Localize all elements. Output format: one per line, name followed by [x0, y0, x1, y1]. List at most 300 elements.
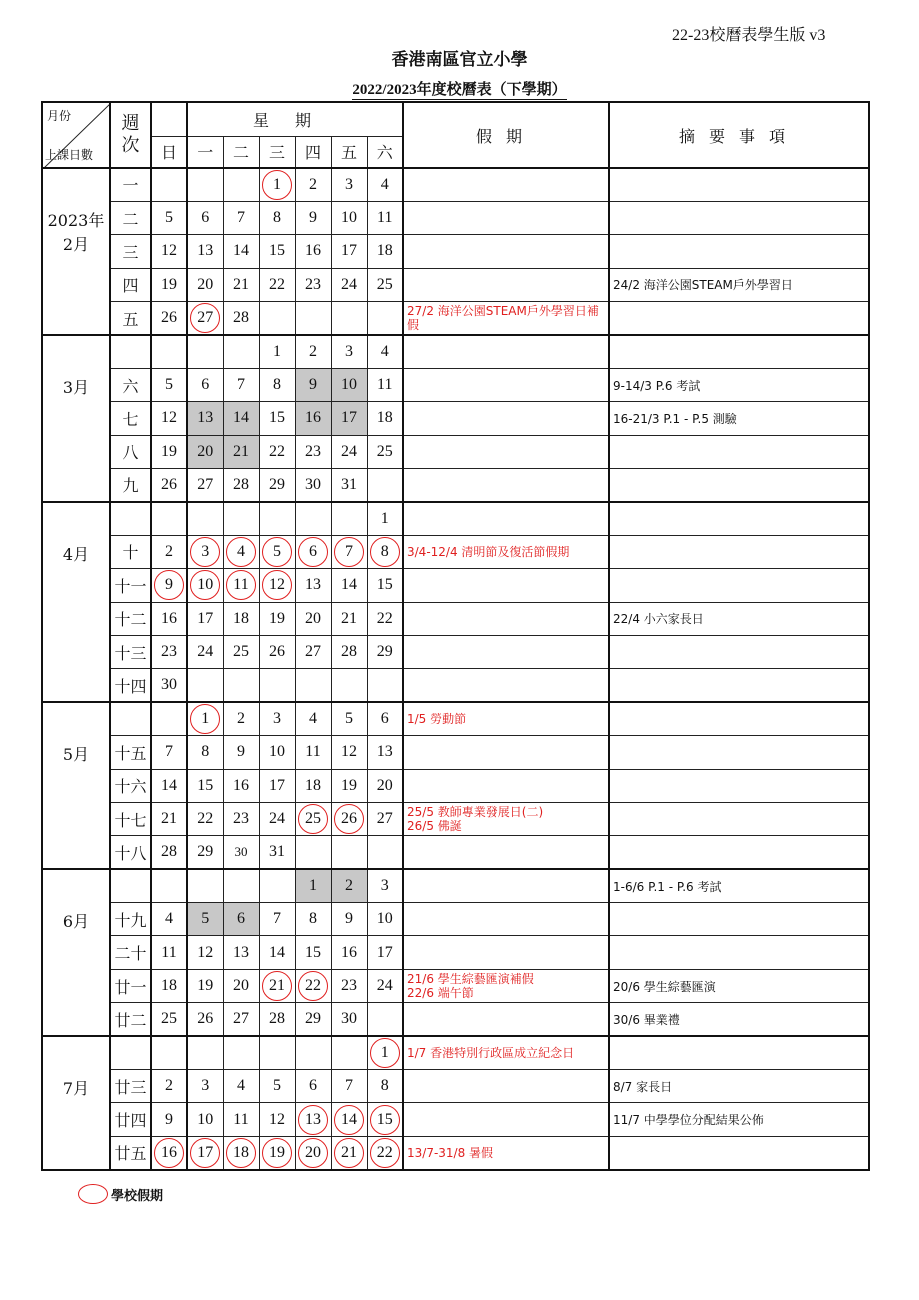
week-header — [110, 102, 151, 168]
date-number: 19 — [341, 776, 357, 794]
date-cell — [259, 1070, 295, 1103]
date-cell — [187, 602, 223, 635]
date-number: 22 — [269, 275, 285, 293]
holiday-date — [259, 168, 295, 201]
date-number: 19 — [269, 1143, 285, 1161]
date-cell — [259, 869, 295, 902]
date-cell — [295, 368, 331, 401]
week-number — [110, 869, 151, 902]
holiday-description — [403, 1070, 609, 1103]
week-number: 二十 — [110, 936, 151, 969]
date-cell — [331, 736, 367, 769]
date-number: 10 — [197, 1110, 214, 1128]
date-cell — [151, 836, 187, 869]
event-note: 24/2 海洋公園STEAM戶外學習日 — [609, 268, 869, 301]
week-row — [42, 1103, 869, 1136]
date-cell — [331, 435, 367, 468]
date-cell — [331, 469, 367, 502]
date-number: 1 — [273, 342, 281, 360]
date-number: 18 — [376, 409, 393, 427]
holiday-date — [295, 1103, 331, 1136]
date-cell — [259, 268, 295, 301]
holiday-description — [403, 1103, 609, 1136]
date-number: 26 — [269, 643, 285, 661]
date-cell — [367, 201, 403, 234]
date-cell — [367, 769, 403, 802]
month-block — [42, 869, 869, 1036]
date-number: 19 — [161, 275, 177, 293]
date-cell — [223, 235, 259, 268]
date-number: 21 — [341, 1143, 357, 1161]
event-note — [609, 469, 869, 502]
event-note — [609, 836, 869, 869]
date-number: 24 — [197, 643, 214, 661]
calendar-title-text: 2022/2023年度校曆表（下學期） — [352, 82, 567, 98]
week-column-label — [111, 113, 150, 157]
date-number: 28 — [233, 309, 249, 326]
week-row — [42, 368, 869, 401]
date-cell — [223, 869, 259, 902]
date-number: 5 — [273, 1077, 281, 1095]
date-cell — [295, 1070, 331, 1103]
date-cell — [187, 168, 223, 201]
event-note — [609, 1036, 869, 1069]
week-row — [42, 235, 869, 268]
date-number: 10 — [341, 376, 357, 394]
holiday-description — [403, 769, 609, 802]
week-row — [42, 836, 869, 869]
date-number: 26 — [161, 309, 177, 326]
date-number: 7 — [345, 542, 353, 560]
date-cell — [331, 1070, 367, 1103]
date-cell — [367, 435, 403, 468]
event-note — [609, 1136, 869, 1169]
date-number: 14 — [341, 576, 357, 594]
date-number: 17 — [341, 409, 357, 427]
event-note — [609, 903, 869, 936]
date-number: 8 — [273, 209, 281, 227]
date-cell — [367, 402, 403, 435]
week-row — [42, 702, 869, 735]
date-number: 5 — [201, 910, 210, 928]
week-label-char: 週 — [121, 113, 140, 134]
date-number: 14 — [269, 943, 285, 961]
date-cell — [295, 936, 331, 969]
date-number: 11 — [233, 1110, 249, 1128]
date-number: 14 — [341, 1110, 357, 1128]
date-number: 18 — [305, 776, 321, 794]
legend-text: 學校假期 — [111, 1188, 164, 1204]
date-number: 26 — [161, 475, 177, 493]
date-number: 8 — [201, 743, 210, 761]
date-cell — [367, 802, 403, 835]
holiday-date — [331, 535, 367, 568]
week-row — [42, 502, 869, 535]
holiday-date — [187, 1136, 223, 1169]
holiday-date — [367, 1103, 403, 1136]
date-cell — [331, 302, 367, 335]
holiday-description — [403, 736, 609, 769]
date-number: 6 — [380, 710, 389, 728]
legend — [78, 1184, 163, 1204]
date-number: 19 — [161, 442, 177, 460]
date-cell — [151, 936, 187, 969]
date-cell — [151, 335, 187, 368]
week-row — [42, 268, 869, 301]
week-row — [42, 302, 869, 335]
date-number: 29 — [305, 1010, 321, 1028]
week-number — [110, 335, 151, 368]
date-number: 24 — [341, 442, 357, 460]
month-name: 4月 — [42, 502, 110, 702]
date-number: 16 — [305, 409, 321, 427]
date-number: 25 — [233, 643, 249, 661]
date-cell — [151, 535, 187, 568]
date-cell — [259, 1036, 295, 1069]
date-number: 10 — [341, 209, 357, 227]
date-number: 2 — [309, 342, 317, 360]
date-cell — [223, 201, 259, 234]
date-cell — [187, 669, 223, 702]
date-cell — [331, 903, 367, 936]
week-row — [42, 1136, 869, 1169]
event-note — [609, 802, 869, 835]
date-number: 29 — [197, 843, 214, 861]
date-number: 1 — [201, 710, 210, 728]
date-cell — [295, 669, 331, 702]
date-cell — [259, 1003, 295, 1036]
week-row — [42, 1070, 869, 1103]
date-number: 28 — [269, 1010, 285, 1028]
date-cell — [331, 569, 367, 602]
holiday-description — [403, 1003, 609, 1036]
date-number: 2 — [309, 175, 317, 193]
month-block — [42, 1036, 869, 1170]
date-cell — [151, 268, 187, 301]
date-cell — [151, 402, 187, 435]
sun-header-spacer — [151, 102, 187, 136]
date-cell — [367, 869, 403, 902]
week-row — [42, 402, 869, 435]
date-cell — [367, 302, 403, 335]
date-cell — [223, 635, 259, 668]
event-note: 8/7 家長日 — [609, 1070, 869, 1103]
date-cell — [187, 268, 223, 301]
date-cell — [259, 402, 295, 435]
date-number: 1 — [380, 509, 389, 527]
date-cell — [259, 936, 295, 969]
date-cell — [223, 268, 259, 301]
holiday-date — [259, 535, 295, 568]
date-cell — [295, 335, 331, 368]
holiday-date — [187, 302, 223, 335]
date-cell — [331, 1036, 367, 1069]
date-number: 3 — [273, 710, 281, 728]
date-cell — [187, 1070, 223, 1103]
date-number: 9 — [309, 209, 317, 227]
event-note — [609, 769, 869, 802]
date-number: 18 — [233, 609, 249, 627]
date-number: 30 — [234, 844, 248, 860]
date-cell — [331, 936, 367, 969]
date-number: 29 — [269, 475, 285, 493]
date-cell — [295, 268, 331, 301]
holiday-date — [295, 535, 331, 568]
date-cell — [187, 335, 223, 368]
holiday-date — [295, 1136, 331, 1169]
date-cell — [259, 368, 295, 401]
date-number: 30 — [305, 475, 321, 493]
week-row — [42, 569, 869, 602]
weekday-header: 一 — [187, 136, 223, 168]
date-cell — [187, 201, 223, 234]
date-number: 6 — [309, 542, 317, 560]
date-cell — [331, 669, 367, 702]
month-name: 3月 — [42, 335, 110, 502]
date-cell — [223, 836, 259, 869]
date-number: 18 — [233, 1143, 249, 1161]
week-number — [110, 1036, 151, 1069]
date-number: 3 — [380, 877, 389, 895]
date-number: 23 — [233, 810, 249, 828]
date-cell — [187, 368, 223, 401]
date-number: 10 — [269, 743, 285, 761]
date-cell — [331, 769, 367, 802]
month-block — [42, 168, 869, 335]
date-cell — [367, 635, 403, 668]
week-number: 一 — [110, 168, 151, 201]
date-cell — [331, 168, 367, 201]
holiday-date — [151, 1136, 187, 1169]
date-cell — [331, 869, 367, 902]
date-cell — [151, 702, 187, 735]
week-number: 八 — [110, 435, 151, 468]
date-cell — [331, 702, 367, 735]
date-cell — [259, 335, 295, 368]
date-cell — [223, 702, 259, 735]
date-number: 16 — [305, 242, 321, 260]
date-number: 18 — [376, 242, 393, 260]
date-cell — [259, 1103, 295, 1136]
holiday-date — [151, 569, 187, 602]
date-number: 13 — [197, 409, 214, 427]
date-number: 29 — [376, 643, 393, 661]
date-cell — [187, 936, 223, 969]
week-row — [42, 635, 869, 668]
week-row — [42, 669, 869, 702]
month-block — [42, 502, 869, 702]
weekday-group-label: 星期 — [252, 110, 337, 130]
week-number: 十九 — [110, 903, 151, 936]
date-number: 21 — [269, 977, 285, 995]
date-cell — [259, 669, 295, 702]
week-number: 五 — [110, 302, 151, 335]
date-number: 10 — [376, 910, 393, 928]
event-note: 30/6 畢業禮 — [609, 1003, 869, 1036]
date-cell — [331, 268, 367, 301]
date-cell — [151, 235, 187, 268]
date-cell — [223, 802, 259, 835]
date-cell — [331, 201, 367, 234]
date-number: 27 — [305, 643, 321, 661]
date-cell — [187, 802, 223, 835]
holiday-description — [403, 268, 609, 301]
date-cell — [367, 168, 403, 201]
month-column-label: 月份 — [47, 109, 72, 123]
holiday-description — [403, 402, 609, 435]
date-number: 17 — [341, 242, 357, 260]
holiday-date — [187, 569, 223, 602]
date-cell — [187, 435, 223, 468]
holiday-description — [403, 869, 609, 902]
event-note — [609, 635, 869, 668]
date-number: 12 — [197, 943, 214, 961]
date-cell — [295, 435, 331, 468]
date-cell — [259, 802, 295, 835]
date-number: 31 — [341, 475, 357, 493]
event-note: 20/6 學生綜藝匯演 — [609, 969, 869, 1002]
date-cell — [367, 1003, 403, 1036]
date-number: 24 — [376, 977, 393, 995]
date-cell — [259, 469, 295, 502]
holiday-description — [403, 502, 609, 535]
date-cell — [367, 469, 403, 502]
month-name: 2023年2月 — [42, 168, 110, 335]
weekday-header: 五 — [331, 136, 367, 168]
date-number: 22 — [197, 810, 214, 828]
date-number: 7 — [273, 910, 281, 928]
date-cell — [151, 502, 187, 535]
week-row — [42, 736, 869, 769]
date-number: 3 — [345, 175, 353, 193]
date-number: 22 — [305, 977, 321, 995]
event-note — [609, 335, 869, 368]
date-cell — [331, 235, 367, 268]
date-number: 17 — [197, 609, 214, 627]
holiday-description — [403, 235, 609, 268]
holiday-date — [367, 535, 403, 568]
week-number: 廿二 — [110, 1003, 151, 1036]
date-cell — [295, 469, 331, 502]
holiday-date — [259, 969, 295, 1002]
date-cell — [187, 769, 223, 802]
date-number: 1 — [273, 175, 281, 193]
week-number: 二 — [110, 201, 151, 234]
date-cell — [223, 502, 259, 535]
date-cell — [151, 903, 187, 936]
date-cell — [187, 635, 223, 668]
event-note — [609, 302, 869, 335]
date-number: 28 — [161, 843, 177, 861]
date-number: 25 — [376, 442, 393, 460]
week-row — [42, 903, 869, 936]
date-cell — [151, 802, 187, 835]
date-cell — [331, 402, 367, 435]
version-label: 22-23校曆表學生版 v3 — [672, 27, 826, 44]
date-cell — [331, 335, 367, 368]
date-number: 26 — [197, 1010, 214, 1028]
date-cell — [367, 335, 403, 368]
date-cell — [187, 836, 223, 869]
date-cell — [151, 1036, 187, 1069]
date-number: 15 — [305, 943, 321, 961]
date-number: 8 — [309, 910, 317, 928]
event-note — [609, 535, 869, 568]
date-number: 20 — [233, 977, 249, 995]
event-note — [609, 736, 869, 769]
date-cell — [295, 736, 331, 769]
date-number: 27 — [233, 1010, 249, 1028]
week-number: 十 — [110, 535, 151, 568]
holiday-date — [223, 1136, 259, 1169]
date-number: 17 — [269, 776, 285, 794]
date-number: 9 — [237, 743, 245, 761]
holiday-date — [295, 802, 331, 835]
holiday-description — [403, 669, 609, 702]
date-cell — [295, 602, 331, 635]
date-number: 16 — [341, 943, 357, 961]
event-note — [609, 936, 869, 969]
event-note — [609, 702, 869, 735]
event-note — [609, 168, 869, 201]
event-note — [609, 502, 869, 535]
holiday-description — [403, 368, 609, 401]
date-cell — [295, 168, 331, 201]
date-number: 16 — [161, 609, 177, 627]
date-number: 21 — [161, 810, 177, 828]
holiday-description: 1/5 勞動節 — [403, 702, 609, 735]
week-row — [42, 335, 869, 368]
date-number: 25 — [305, 810, 321, 828]
week-number: 七 — [110, 402, 151, 435]
holiday-date — [187, 702, 223, 735]
date-cell — [331, 1003, 367, 1036]
date-number: 11 — [377, 376, 393, 394]
weekday-header: 日 — [151, 136, 187, 168]
holiday-date — [367, 1036, 403, 1069]
date-number: 23 — [341, 977, 357, 995]
date-number: 23 — [161, 643, 177, 661]
date-cell — [223, 368, 259, 401]
holiday-description: 27/2 海洋公園STEAM戶外學習日補假 — [403, 302, 609, 335]
date-number: 2 — [165, 1077, 173, 1095]
holiday-date — [331, 802, 367, 835]
date-number: 5 — [165, 376, 173, 394]
week-row — [42, 201, 869, 234]
date-number: 1 — [380, 1044, 389, 1062]
week-row — [42, 936, 869, 969]
holiday-description — [403, 435, 609, 468]
date-cell — [151, 769, 187, 802]
event-note: 16-21/3 P.1 - P.5 測驗 — [609, 402, 869, 435]
week-label-char: 次 — [121, 135, 140, 156]
date-cell — [367, 936, 403, 969]
date-cell — [151, 736, 187, 769]
event-note: 1-6/6 P.1 - P.6 考試 — [609, 869, 869, 902]
date-cell — [151, 869, 187, 902]
date-number: 6 — [201, 209, 210, 227]
date-number: 12 — [341, 743, 357, 761]
date-cell — [367, 1070, 403, 1103]
date-cell — [223, 302, 259, 335]
date-cell — [367, 836, 403, 869]
date-number: 7 — [237, 209, 245, 227]
date-number: 31 — [269, 843, 285, 861]
date-number: 2 — [165, 542, 173, 560]
date-cell — [151, 1003, 187, 1036]
date-cell — [295, 569, 331, 602]
date-number: 15 — [376, 1110, 393, 1128]
